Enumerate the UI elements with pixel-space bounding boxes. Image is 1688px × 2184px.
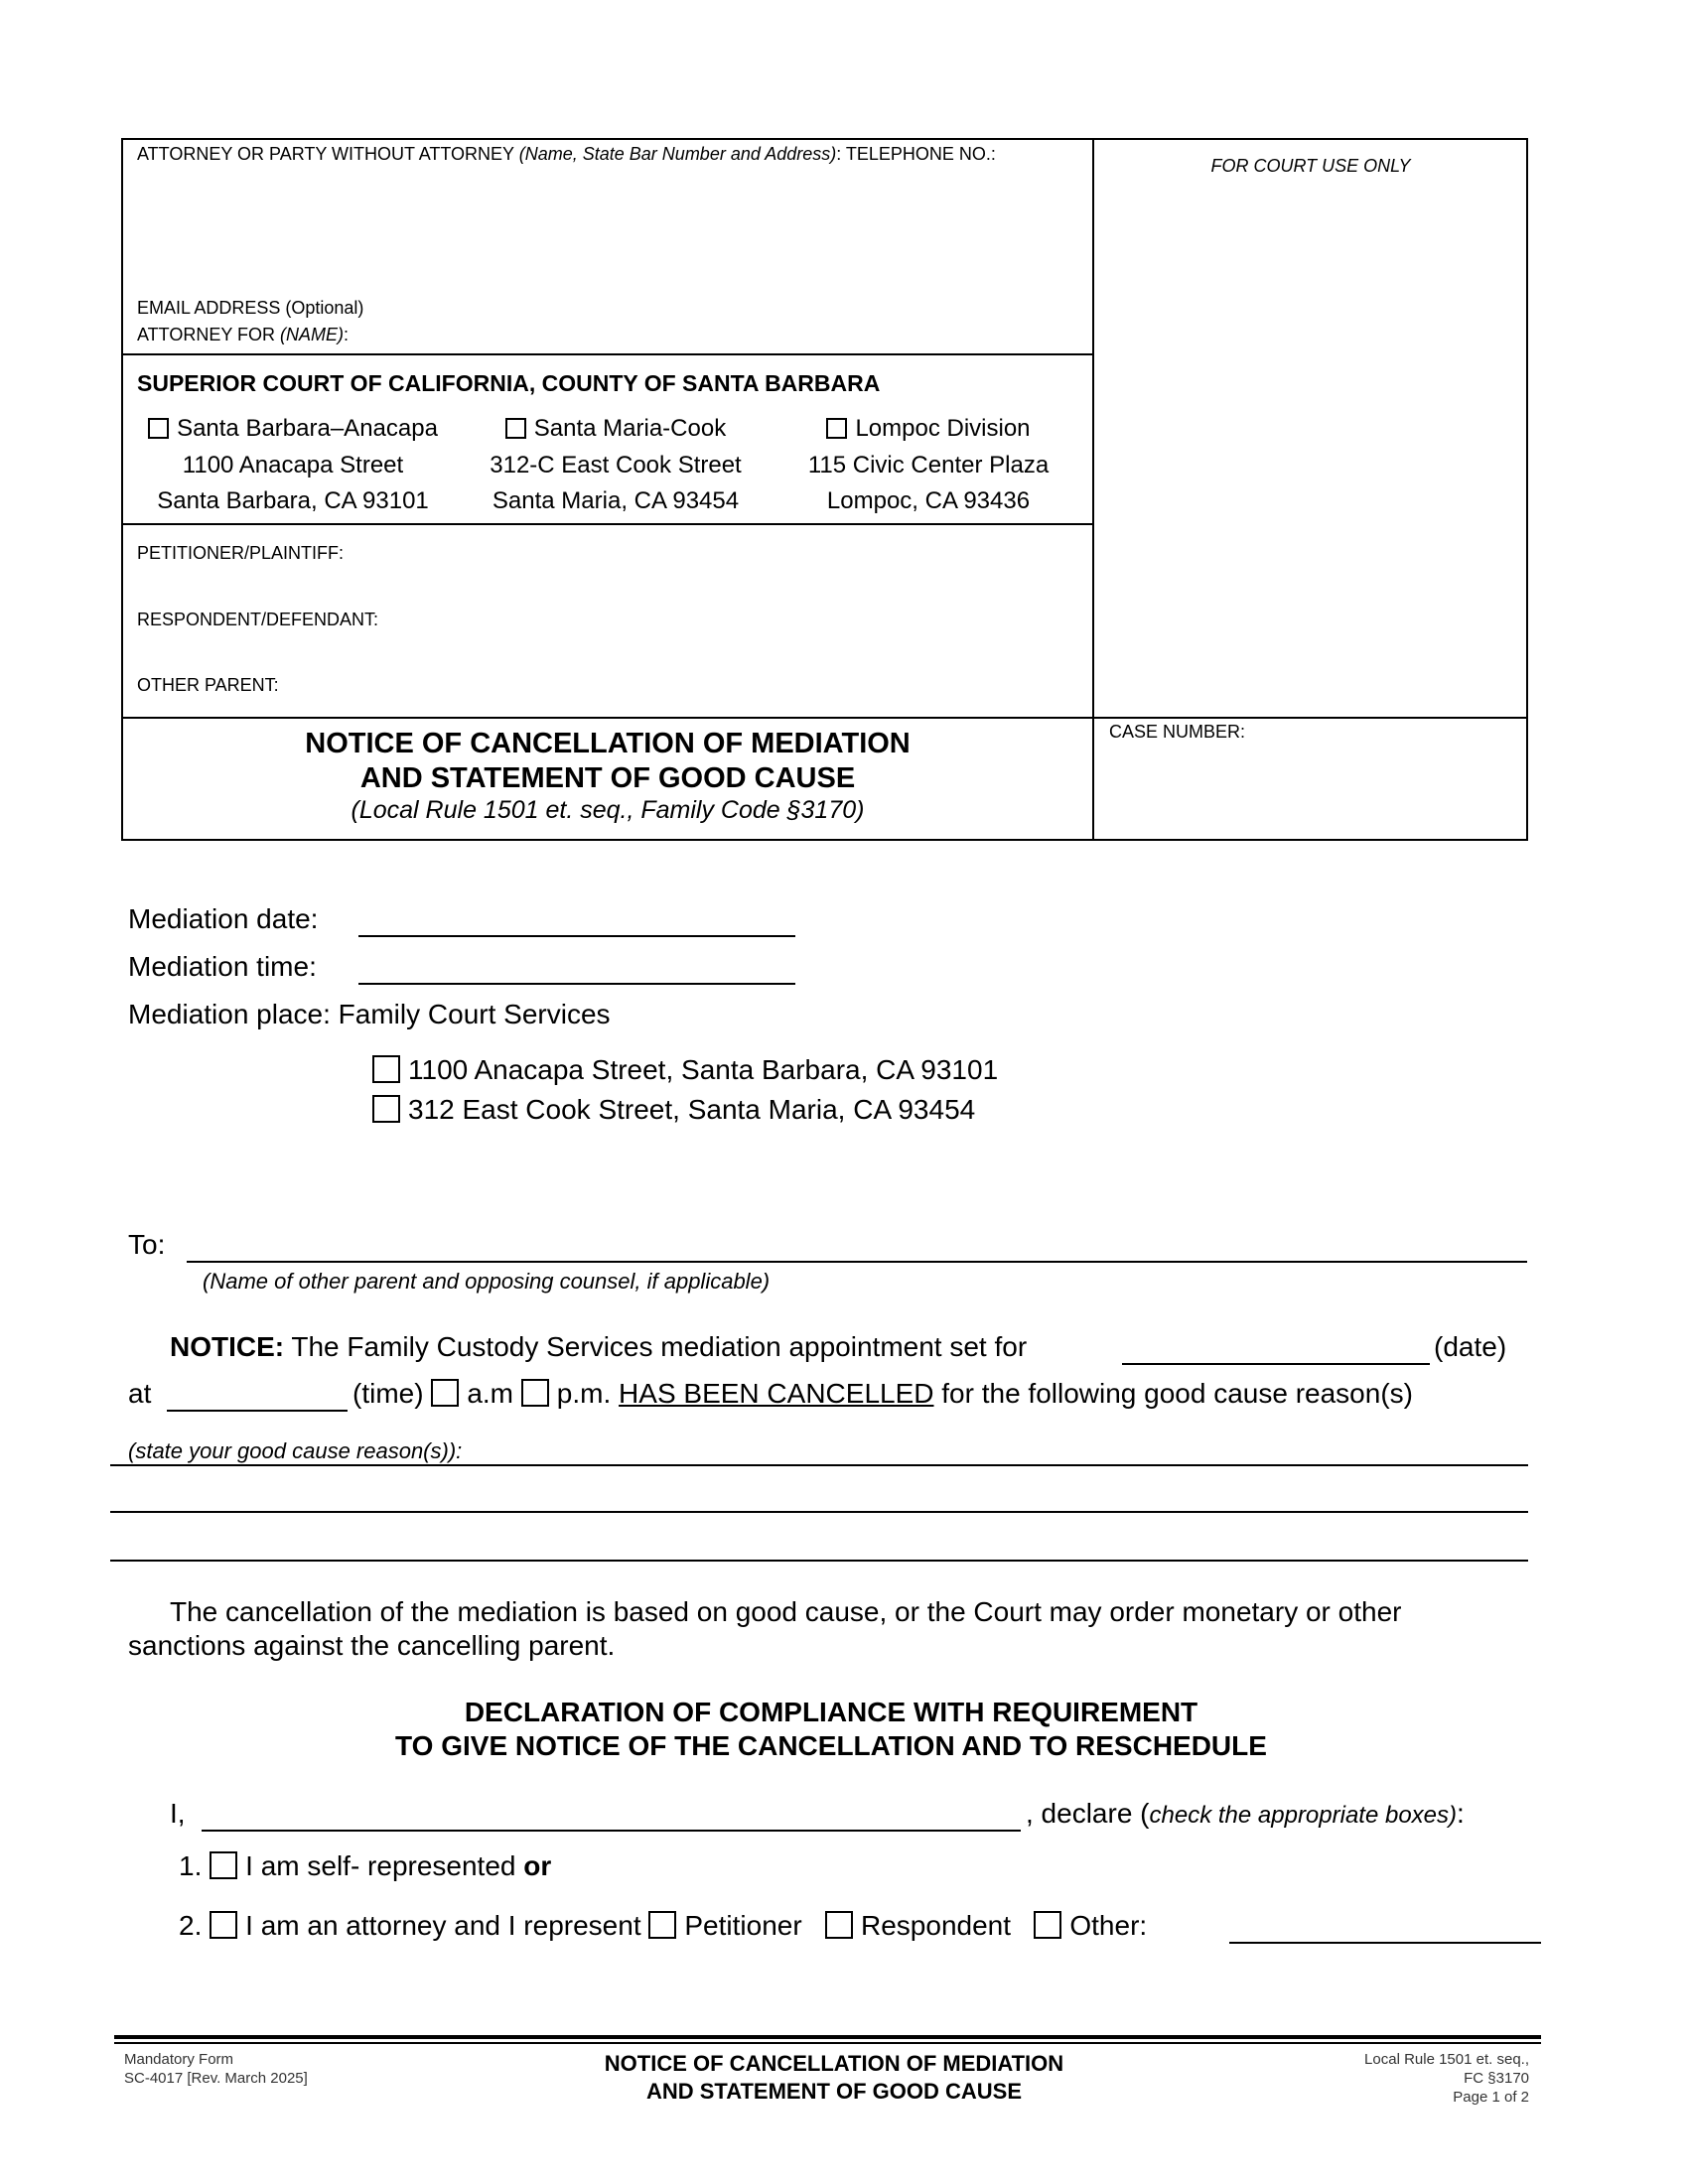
declare-end: : — [1457, 1798, 1465, 1829]
to-input[interactable] — [187, 1261, 1527, 1263]
declare-text — [1026, 1798, 1465, 1830]
declarant-i: I, — [170, 1798, 186, 1829]
telephone-label: : TELEPHONE NO.: — [836, 144, 996, 164]
form-title-citation: (Local Rule 1501 et. seq., Family Code §3170) — [351, 796, 865, 824]
time-label: (time) — [352, 1378, 424, 1409]
location-name: Santa Barbara–Anacapa — [177, 415, 438, 442]
petitioner-field[interactable]: PETITIONER/PLAINTIFF: — [137, 543, 345, 563]
notice-time-input[interactable] — [167, 1410, 348, 1412]
declare-hint: check the appropriate boxes) — [1149, 1802, 1458, 1829]
to-label: To: — [128, 1229, 166, 1260]
checkbox[interactable] — [372, 1055, 400, 1083]
item-label: I am an attorney and I represent — [245, 1910, 641, 1941]
sanction-text-2: sanctions against the cancelling parent. — [128, 1630, 616, 1661]
location-street: 1100 Anacapa Street — [182, 452, 404, 478]
mediation-place-label: Mediation place: Family Court Services — [128, 999, 611, 1029]
mediation-date-input[interactable] — [358, 935, 795, 937]
notice-line-1 — [170, 1331, 1027, 1363]
checkbox[interactable] — [826, 418, 847, 439]
divider — [121, 353, 1094, 355]
footer-left-2: SC-4017 [Rev. March 2025] — [124, 2070, 308, 2087]
case-number-field[interactable]: CASE NUMBER: — [1109, 722, 1246, 742]
other-checkbox[interactable] — [1034, 1911, 1061, 1939]
checkbox[interactable] — [148, 418, 169, 439]
cancelled-text: HAS BEEN CANCELLED — [619, 1378, 934, 1409]
am-label: a.m — [467, 1378, 514, 1409]
notice-line-2 — [352, 1378, 1413, 1410]
footer-right-1: Local Rule 1501 et. seq., — [1364, 2051, 1529, 2068]
notice-rest: for the following good cause reason(s) — [933, 1378, 1413, 1409]
attorney-field[interactable] — [137, 144, 996, 165]
notice-text: The Family Custody Services mediation appointment set for — [284, 1331, 1028, 1362]
location-sb[interactable] — [129, 415, 457, 443]
place-option-sm[interactable] — [372, 1094, 975, 1126]
item-2 — [179, 1910, 1147, 1942]
mediation-time-input[interactable] — [358, 983, 795, 985]
form-title-1: NOTICE OF CANCELLATION OF MEDIATION — [305, 728, 911, 759]
declaration-heading-1: DECLARATION OF COMPLIANCE WITH REQUIREMENT — [464, 1697, 1198, 1727]
location-name: Santa Maria-Cook — [533, 415, 727, 442]
mediation-date-label: Mediation date: — [128, 903, 319, 934]
divider — [121, 523, 1094, 525]
footer-title-2: AND STATEMENT OF GOOD CAUSE — [645, 2079, 1023, 2104]
location-sm[interactable] — [467, 415, 765, 443]
location-street: 115 Civic Center Plaza — [807, 452, 1050, 478]
footer-left-1: Mandatory Form — [124, 2051, 234, 2068]
respondent-field[interactable]: RESPONDENT/DEFENDANT: — [137, 610, 379, 629]
notice-bold: NOTICE: — [170, 1331, 285, 1362]
respondent-label: Respondent — [861, 1910, 1012, 1941]
page-number: Page 1 of 2 — [1453, 2089, 1529, 2106]
pm-checkbox[interactable] — [521, 1379, 549, 1407]
mediation-time-label: Mediation time: — [128, 951, 317, 982]
notice-at: at — [128, 1378, 152, 1409]
attorney-for-label: ATTORNEY FOR — [137, 325, 276, 344]
respondent-checkbox[interactable] — [825, 1911, 853, 1939]
location-name: Lompoc Division — [855, 415, 1031, 442]
location-city: Santa Barbara, CA 93101 — [157, 487, 429, 514]
reason-line-1[interactable] — [110, 1464, 1528, 1466]
declarant-name-input[interactable] — [202, 1830, 1021, 1832]
other-parent-field[interactable]: OTHER PARENT: — [137, 675, 279, 695]
am-checkbox[interactable] — [431, 1379, 459, 1407]
court-name: SUPERIOR COURT OF CALIFORNIA, COUNTY OF SANTA BARBARA — [137, 370, 881, 396]
notice-date-label: (date) — [1434, 1331, 1507, 1362]
other-label: Other: — [1069, 1910, 1148, 1941]
to-hint: (Name of other parent and opposing counsel, if applicable) — [203, 1269, 771, 1294]
item-1 — [179, 1850, 551, 1882]
place-option-label: 312 East Cook Street, Santa Maria, CA 93454 — [408, 1094, 976, 1125]
item-or: or — [523, 1850, 552, 1881]
petitioner-checkbox[interactable] — [648, 1911, 676, 1939]
reason-hint: (state your good cause reason(s)): — [128, 1438, 463, 1463]
reason-line-3[interactable] — [110, 1560, 1528, 1562]
form-title-2: AND STATEMENT OF GOOD CAUSE — [359, 762, 856, 794]
divider — [121, 717, 1528, 719]
item-number: 2. — [179, 1910, 203, 1941]
declaration-heading-2: TO GIVE NOTICE OF THE CANCELLATION AND TO RESCHEDULE — [395, 1730, 1267, 1761]
location-street: 312-C East Cook Street — [490, 452, 742, 478]
checkbox[interactable] — [505, 418, 526, 439]
checkbox[interactable] — [372, 1095, 400, 1123]
location-city: Santa Maria, CA 93454 — [492, 487, 740, 514]
sanction-text-1: The cancellation of the mediation is based on good cause, or the Court may order monetary or other — [170, 1596, 1402, 1627]
attorney-label: ATTORNEY OR PARTY WITHOUT ATTORNEY — [137, 144, 514, 164]
item-number: 1. — [179, 1850, 203, 1881]
attorney-checkbox[interactable] — [210, 1911, 237, 1939]
reason-line-2[interactable] — [110, 1511, 1528, 1513]
attorney-for-hint: (NAME) — [280, 325, 345, 344]
place-option-sb[interactable] — [372, 1054, 998, 1086]
email-field[interactable]: EMAIL ADDRESS (Optional) — [137, 298, 364, 318]
footer-title-1: NOTICE OF CANCELLATION OF MEDIATION — [604, 2051, 1064, 2076]
notice-date-input[interactable] — [1122, 1363, 1430, 1365]
attorney-for-field[interactable]: ATTORNEY FOR (NAME): — [137, 325, 350, 344]
footer-rule — [114, 2035, 1541, 2039]
petitioner-label: Petitioner — [684, 1910, 802, 1941]
location-lompoc[interactable] — [784, 415, 1072, 443]
place-option-label: 1100 Anacapa Street, Santa Barbara, CA 93101 — [408, 1054, 999, 1085]
attorney-hint: (Name, State Bar Number and Address) — [518, 144, 837, 164]
location-city: Lompoc, CA 93436 — [826, 487, 1031, 514]
pm-label: p.m. — [556, 1378, 612, 1409]
declare-label: , declare ( — [1026, 1798, 1150, 1829]
other-input[interactable] — [1229, 1942, 1541, 1944]
footer-rule — [114, 2042, 1541, 2044]
self-represented-checkbox[interactable] — [210, 1851, 237, 1879]
item-label: I am self- represented — [245, 1850, 524, 1881]
footer-right-2: FC §3170 — [1464, 2070, 1529, 2087]
court-use-label: FOR COURT USE ONLY — [1210, 156, 1411, 176]
